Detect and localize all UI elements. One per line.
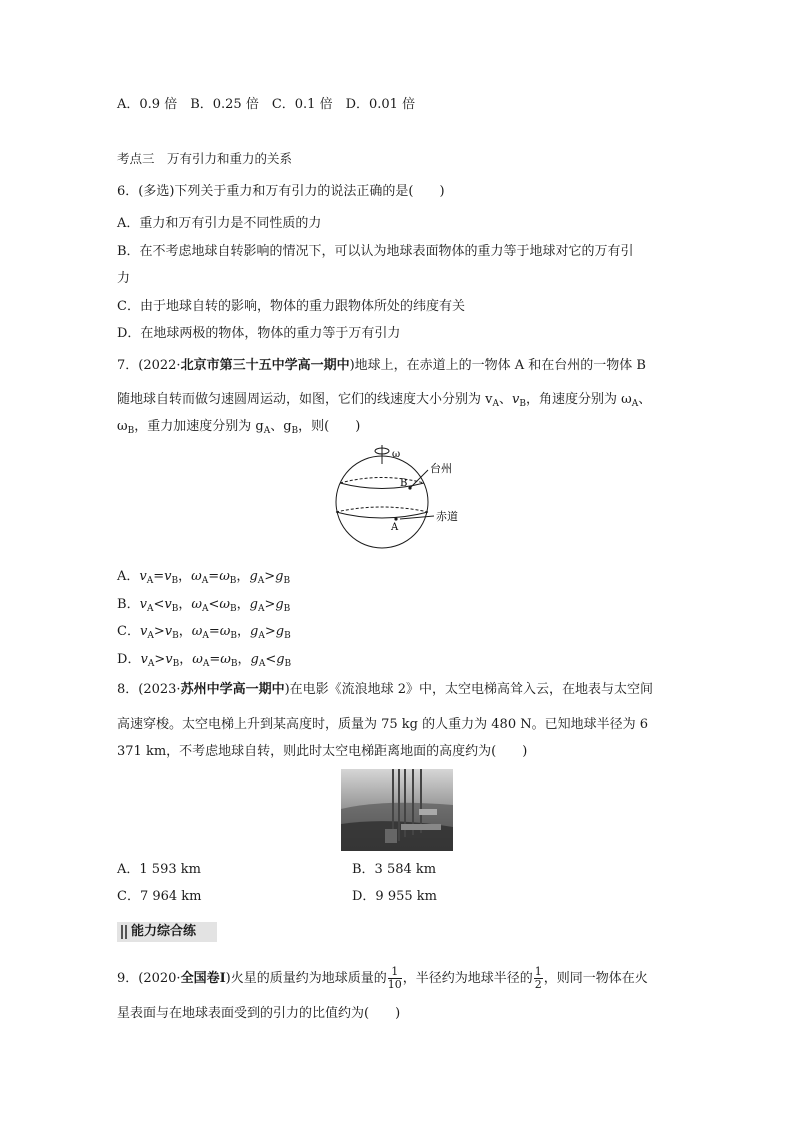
earth-rotation-figure: [330, 442, 470, 554]
q9-part2: ，半径约为地球半径的: [402, 971, 533, 986]
q7-option-a: A．$v_A=v_B$，$\omega_A=\omega_B$，$g_A>g_B$: [117, 569, 291, 586]
equator-label: 赤道: [436, 510, 458, 523]
q9-line2: 星表面与在地球表面受到的引力的比值约为( ): [117, 1006, 401, 1021]
q7-line3: $\omega_B$，重力加速度分别为 $g_A$、$g_B$，则( ): [117, 419, 361, 436]
q7-source: 北京市第三十五中学高一期中: [180, 358, 350, 373]
section-heading: 考点三 万有引力和重力的关系: [117, 151, 293, 166]
earth-circle: [336, 456, 428, 548]
q6-option-d: D．在地球两极的物体，物体的重力等于万有引力: [117, 326, 401, 341]
q7-line2: 随地球自转而做匀速圆周运动，如图，它们的线速度大小分别为 $v_A$、$v_B$，角速度分别为 $\omega_A$、: [117, 392, 652, 409]
q7-line2-tail: ，角速度分别为 ω: [525, 392, 632, 407]
q8-line2: 高速穿梭。太空电梯上升到某高度时，质量为 75 kg 的人重力为 480 N。已知地球半径为 6: [117, 717, 648, 732]
q8-line1-rest: )在电影《流浪地球 2》中，太空电梯高耸入云，在地表与太空间: [284, 682, 654, 697]
q7-line1: [117, 357, 646, 375]
space-elevator-photo: [341, 769, 453, 851]
q7-option-b: B．$v_A<v_B$，$\omega_A<\omega_B$，$g_A>g_B$: [117, 597, 291, 614]
q7-line3-tail: ，重力加速度分别为 g: [134, 419, 264, 434]
q8-option-a: A．1 593 km: [117, 862, 201, 877]
q8-prefix: 8．(2023·: [117, 682, 181, 697]
q9-fraction-1: $\frac{1}{10}$: [387, 965, 402, 991]
q9-line1: [117, 966, 648, 991]
q8-line3: 371 km，不考虑地球自转，则此时太空电梯距离地面的高度约为( ): [117, 744, 528, 759]
q9-fraction-2: $\frac{1}{2}$: [534, 965, 542, 991]
taizhou-label: 台州: [430, 462, 452, 475]
ability-section-text: 能力综合练: [131, 924, 197, 939]
q6-option-b-cont: 力: [117, 271, 131, 286]
q9-part1: )火星的质量约为地球质量的: [225, 971, 387, 986]
q8-option-c: C．7 964 km: [117, 889, 202, 904]
q8-option-b: B．3 584 km: [352, 862, 437, 877]
q6-option-b: B．在不考虑地球自转影响的情况下，可以认为地球表面物体的重力等于地球对它的万有引: [117, 244, 634, 259]
q8-source: 苏州中学高一期中: [180, 682, 285, 697]
q7-prefix: 7．(2022·: [117, 358, 181, 373]
point-b-label: B: [400, 478, 408, 489]
q6-option-c: C．由于地球自转的影响，物体的重力跟物体所处的纬度有关: [117, 299, 465, 314]
q7-line2-text: 随地球自转而做匀速圆周运动，如图，它们的线速度大小分别为 v: [117, 392, 493, 407]
q7-option-c: C．$v_A>v_B$，$\omega_A=\omega_B$，$g_A>g_B$: [117, 624, 291, 641]
q6-option-a: A．重力和万有引力是不同性质的力: [117, 216, 322, 231]
q8-option-d: D．9 955 km: [352, 889, 437, 904]
q7-line1-rest: )地球上，在赤道上的一物体 A 和在台州的一物体 B: [349, 358, 646, 373]
ability-section-label: [117, 922, 217, 942]
q6-stem: 6．(多选)下列关于重力和万有引力的说法正确的是( ): [117, 184, 445, 199]
q7-option-d: D．$v_A>v_B$，$\omega_A=\omega_B$，$g_A<g_B$: [117, 652, 292, 669]
q9-prefix: 9．(2020·: [117, 971, 181, 986]
q8-line1: [117, 681, 653, 699]
q7-line3-end: ，则( ): [298, 419, 361, 434]
q9-source: 全国卷Ⅰ: [180, 971, 226, 986]
omega-label: ω: [392, 449, 401, 460]
q5-options: A．0.9 倍 B．0.25 倍 C．0.1 倍 D．0.01 倍: [117, 97, 416, 112]
point-a-label: A: [391, 522, 399, 533]
q9-part3: ，则同一物体在火: [543, 971, 648, 986]
